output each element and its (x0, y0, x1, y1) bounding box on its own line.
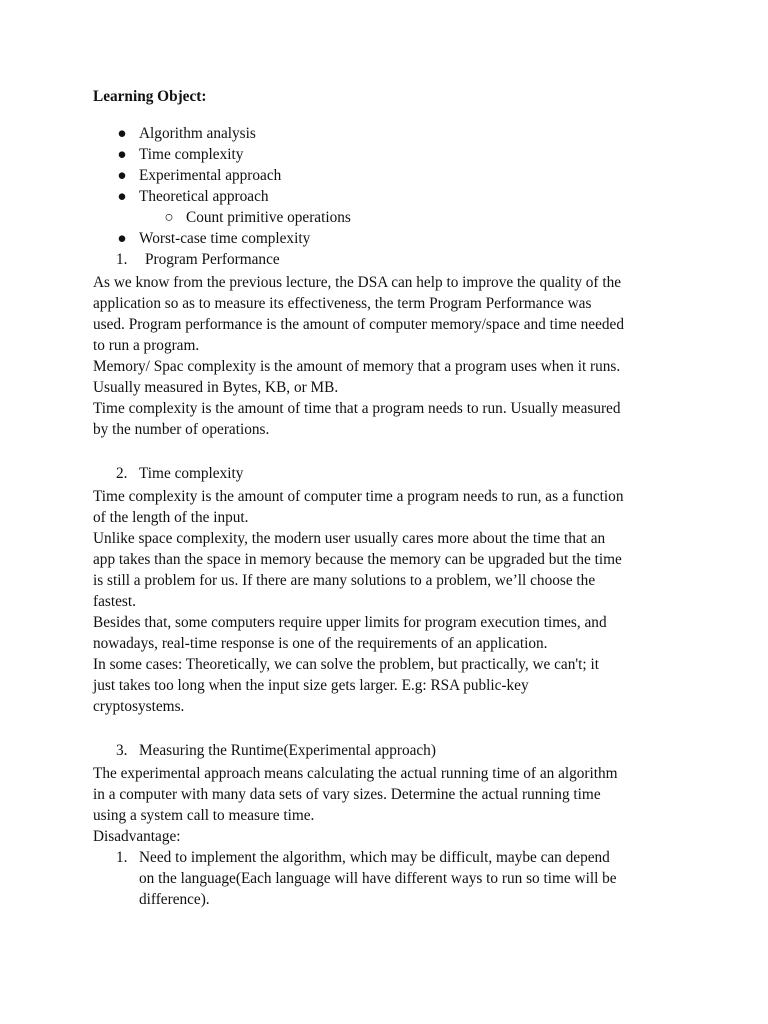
bullet-icon: ● (117, 146, 127, 163)
list-item: ● Experimental approach (117, 167, 282, 184)
bullet-icon: ● (117, 167, 127, 184)
bullet-icon: ● (117, 125, 127, 142)
sub-list-item: ○ Count primitive operations (164, 209, 351, 226)
section-heading-time-complexity: 2. Time complexity (116, 465, 244, 482)
hollow-bullet-icon: ○ (164, 209, 174, 226)
list-item: ● Worst-case time complexity (117, 230, 311, 247)
list-item: ● Algorithm analysis (117, 125, 256, 142)
bullet-icon: ● (117, 188, 127, 205)
bullet-icon: ● (117, 230, 127, 247)
document-body (93, 86, 683, 910)
section-heading-program-performance: 1. Program Performance (116, 251, 280, 268)
disadvantage-list-item: 1. Need to implement the algorithm, which may be difficult, maybe can depend on the language(Each language will have different ways to run so time will be difference). (116, 849, 617, 908)
learning-objectives-list (93, 123, 683, 249)
section-heading-measuring-runtime: 3. Measuring the Runtime(Experimental approach) (116, 742, 436, 759)
section-1-text: As we know from the previous lecture, the DSA can help to improve the quality of the application so as to measure its effectiveness, the term Program Performance was used. Program performance is the amount of computer memory/space and time needed to run a program. Memory/ Spac complexity is the amount of memory that a program uses when it runs. Usually measured in Bytes, KB, or MB. Time complexity is the amount of time that a program needs to run. Usually measured by the number of operations. (93, 274, 624, 438)
section-2-text: Time complexity is the amount of computer time a program needs to run, as a function of the length of the input. Unlike space complexity, the modern user usually cares more about the time that an app takes than the space in memory because the memory can be upgraded but the time is still a problem for us. If there are many solutions to a problem, we’ll choose the fastest. Besides that, some computers require upper limits for program execution times, and nowadays, real-time response is one of the requirements of an application. In some cases: Theoretically, we can solve the problem, but practically, we can't; it just takes too long when the input size gets larger. E.g: RSA public-key cryptosystems. (93, 488, 624, 715)
learning-object-heading: Learning Object: (93, 88, 207, 105)
list-item: ● Time complexity (117, 146, 244, 163)
list-item: ● Theoretical approach (117, 188, 269, 205)
section-3-text: The experimental approach means calculating the actual running time of an algorithm in a computer with many data sets of vary sizes. Determine the actual running time using a system call to measure time. Disadvantage: (93, 765, 618, 845)
